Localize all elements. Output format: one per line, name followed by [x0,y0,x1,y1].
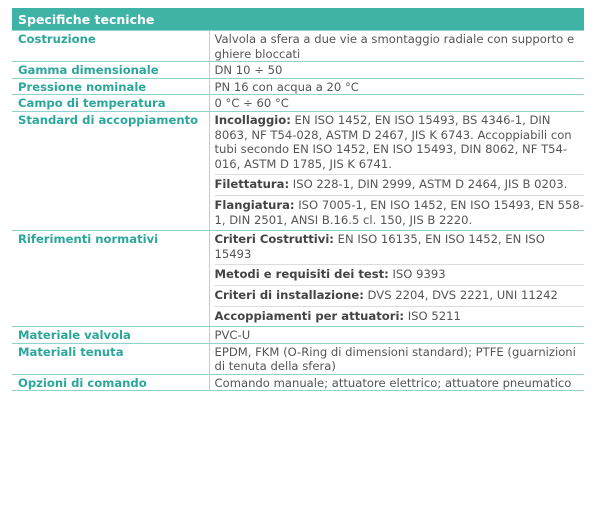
sub-item-key: Criteri Costruttivi: [214,232,334,247]
row-value-group [209,231,584,327]
sub-item [215,198,585,230]
sub-item-text: ISO 9393 [388,267,446,282]
row-value-group [209,111,584,230]
spec-table [12,31,584,391]
sub-item-text: EN ISO 1452, EN ISO 15493, BS 4346-1, DIN 8063, NF T54-028, ASTM D 2467, JIS K 6743. Accoppiabili con tubi secondo EN ISO 1452, EN ISO 15493, DIN 8062, NF T54-016, ASTM D 1785, JIS K 6741. [214,112,572,171]
row-value: Valvola a sfera a due vie a smontaggio radiale con supporto e ghiere bloccati [209,31,584,62]
table-row [12,31,584,62]
table-row [12,327,584,344]
row-value: Comando manuale; attuatore elettrico; attuatore pneumatico [209,374,584,391]
row-value: 0 °C ÷ 60 °C [209,95,584,112]
row-value: DN 10 ÷ 50 [209,62,584,79]
sub-item-text: ISO 7005-1, EN ISO 1452, EN ISO 15493, EN 558-1, DIN 2501, ANSI B.16.5 cl. 150, JIS B 2220. [214,197,584,227]
table-row [12,111,584,230]
table-row [12,95,584,112]
table-row [12,374,584,391]
sub-item [215,232,585,265]
sub-item-text: DVS 2204, DVS 2221, UNI 11242 [363,287,558,302]
sub-item-text: ISO 228-1, DIN 2999, ASTM D 2464, JIS B 0203. [289,177,568,192]
sub-item [215,288,585,307]
sub-item [215,113,585,175]
table-row [12,62,584,79]
row-value: PVC-U [209,327,584,344]
sub-item-key: Incollaggio: [214,112,291,127]
row-label: Pressione nominale [12,78,209,95]
table-row [12,78,584,95]
sub-item-text: EN ISO 16135, EN ISO 1452, EN ISO 15493 [214,232,545,261]
section-title: Specifiche tecniche [12,8,584,31]
row-label: Costruzione [12,31,209,62]
row-label: Opzioni di comando [12,374,209,391]
row-label: Gamma dimensionale [12,62,209,79]
row-label: Standard di accoppiamento [12,111,209,230]
row-label: Materiali tenuta [12,343,209,374]
sub-item-key: Metodi e requisiti dei test: [214,267,389,282]
sub-item-key: Criteri di installazione: [214,287,364,302]
spec-sheet [12,8,584,391]
sub-item-text: ISO 5211 [404,308,461,323]
sub-item [215,177,585,196]
table-row [12,343,584,374]
row-label: Campo di temperatura [12,95,209,112]
sub-item [215,309,585,327]
row-value: PN 16 con acqua a 20 °C [209,78,584,95]
sub-item [215,267,585,286]
sub-item-key: Accoppiamenti per attuatori: [214,308,405,323]
sub-item-key: Flangiatura: [214,197,295,212]
sub-item-key: Filettatura: [214,177,290,192]
table-row [12,231,584,327]
row-label: Riferimenti normativi [12,231,209,327]
row-value: EPDM, FKM (O-Ring di dimensioni standard); PTFE (guarnizioni di tenuta della sfera) [209,343,584,374]
row-label: Materiale valvola [12,327,209,344]
